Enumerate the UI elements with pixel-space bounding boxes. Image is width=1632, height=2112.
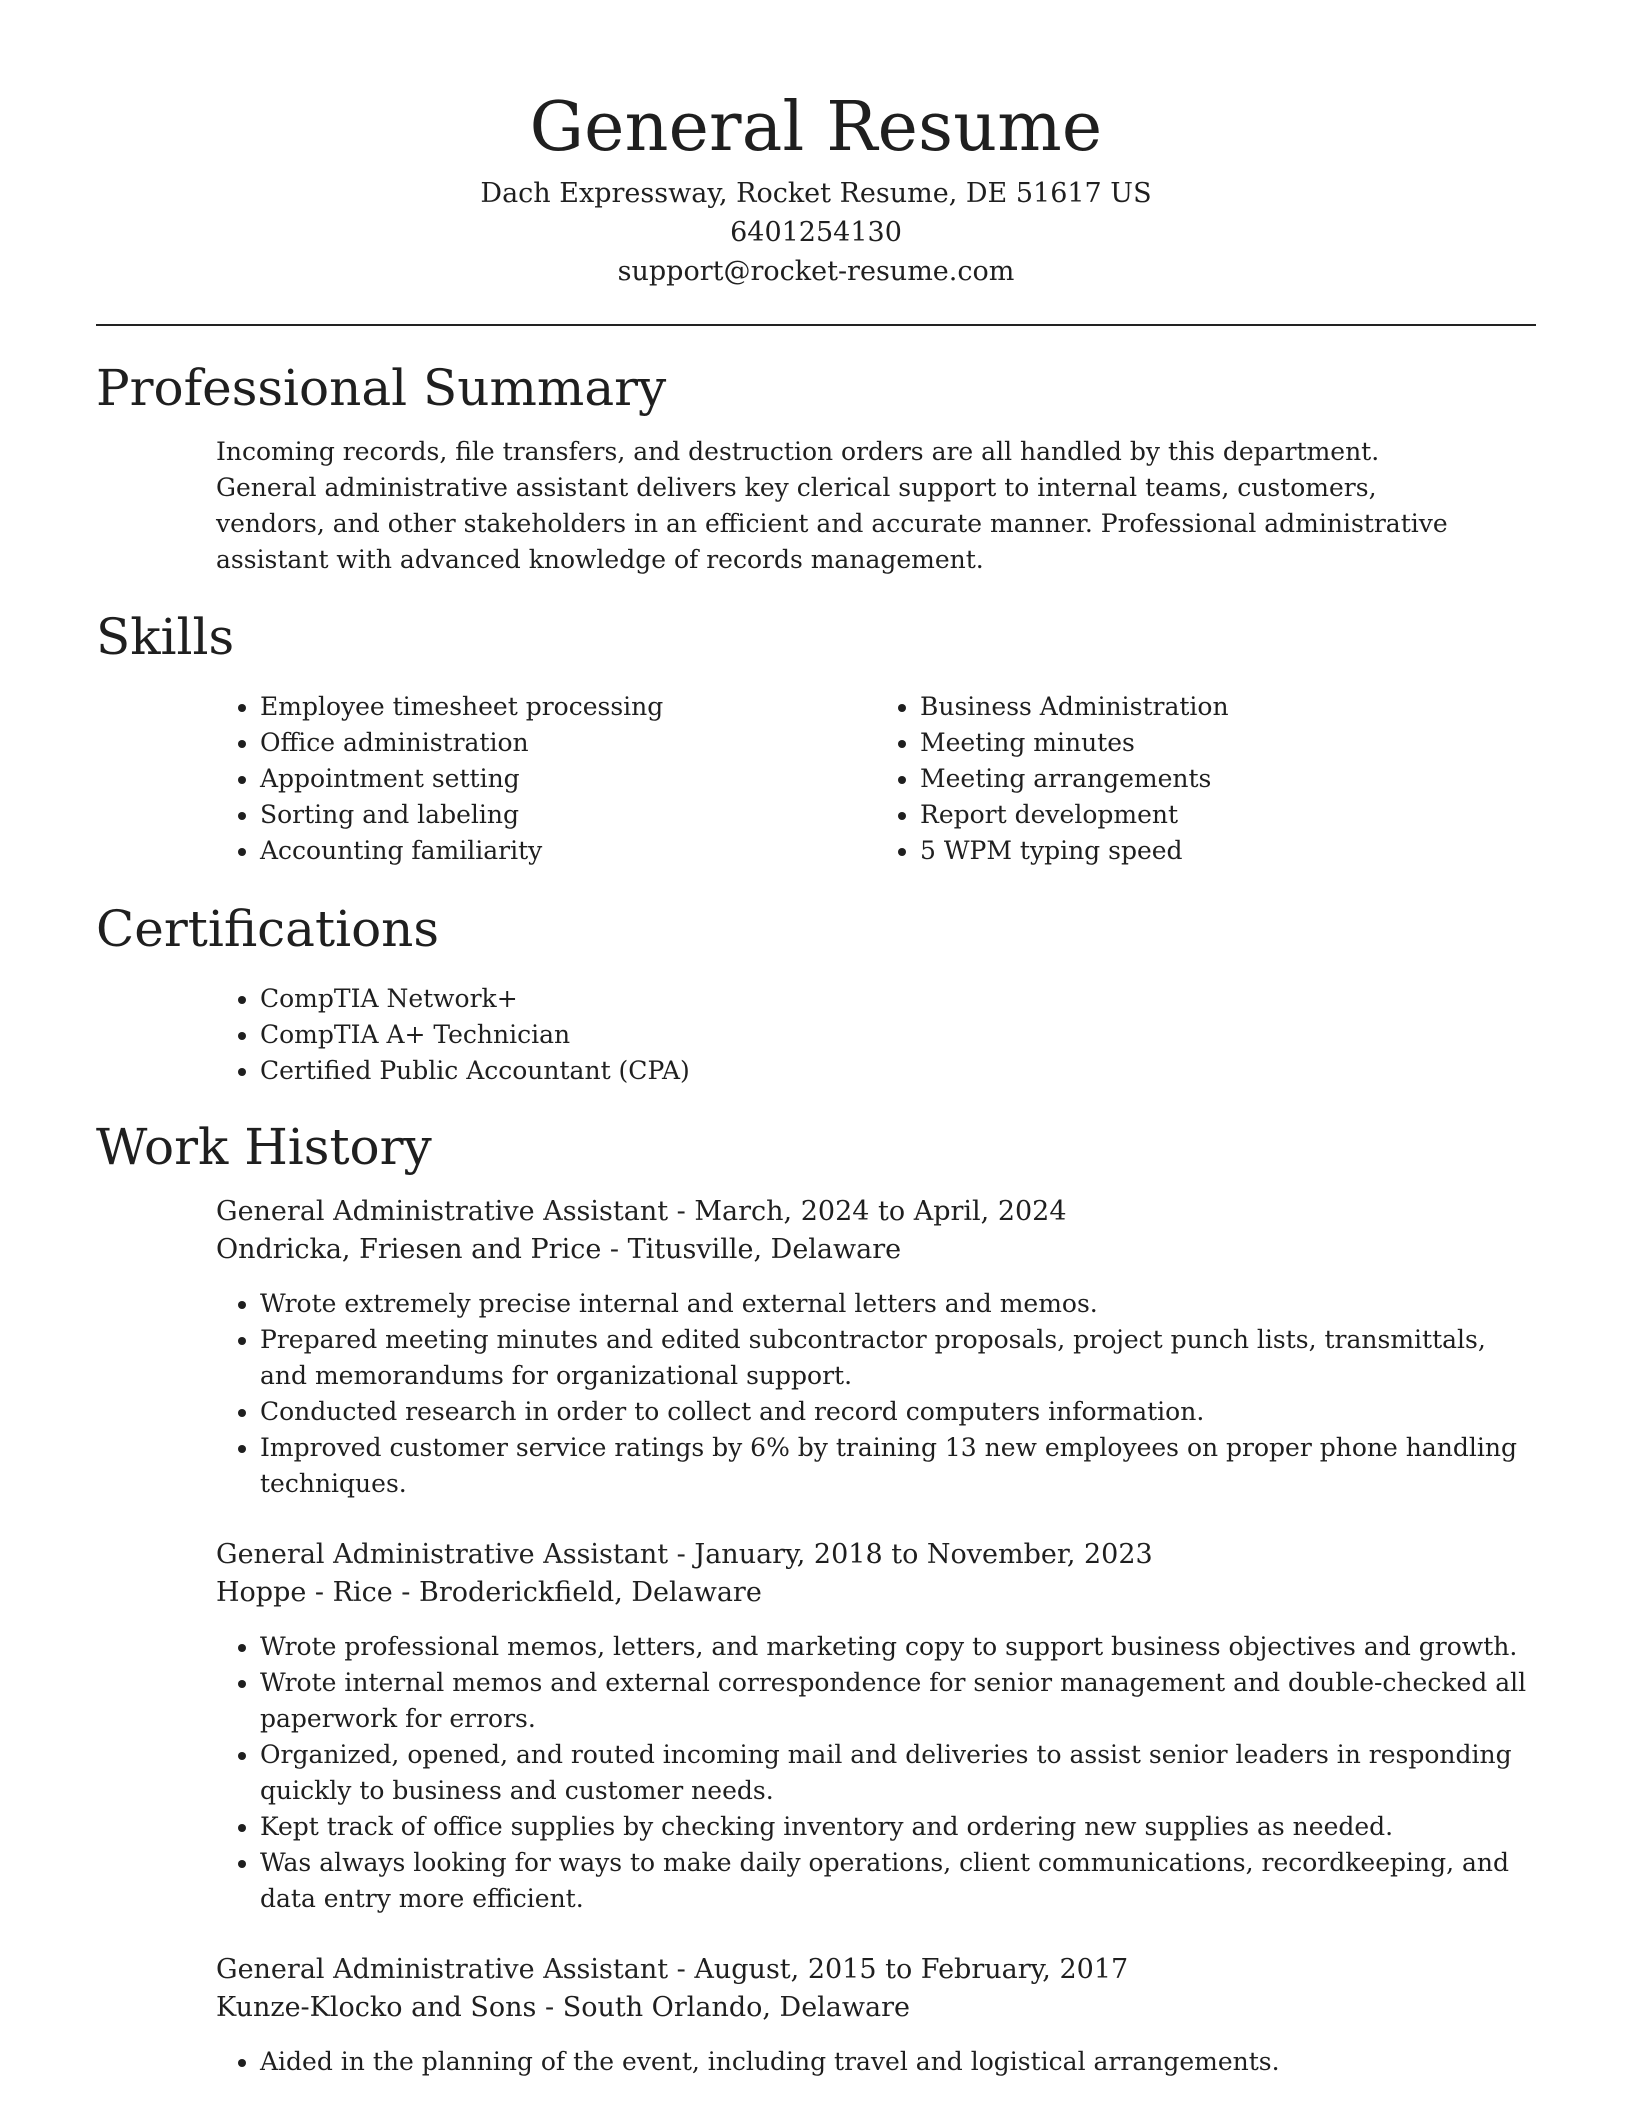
certifications-list [216, 981, 1536, 1089]
skill-item: • 5 WPM typing speed [920, 833, 1536, 869]
resume-name: General Resume [529, 88, 1103, 167]
separator: - [601, 1234, 628, 1265]
job-dates: March, 2024 to April, 2024 [694, 1196, 1067, 1227]
job-title: General Administrative Assistant [216, 1539, 669, 1570]
skill-item: • Report development [920, 797, 1536, 833]
certification-item: • CompTIA A+ Technician [260, 1017, 1536, 1053]
job-company-line [216, 1231, 1536, 1269]
email-address: support@rocket-resume.com [617, 256, 1015, 287]
duty-item: • Wrote professional memos, letters, and marketing copy to support business objectives and growth. [260, 1629, 1530, 1665]
professional-summary-text: Incoming records, file transfers, and destruction orders are all handled by this department. General administrative assistant delivers key clerical support to internal teams, customers, vendors, and other stakeholders in an efficient and accurate manner. Professional administrative assistant with advanced knowledge of records management. [216, 437, 1448, 574]
job-location: South Orlando, Delaware [562, 1992, 911, 2023]
separator: - [668, 1954, 695, 1985]
duty-item: • Organized, opened, and routed incoming mail and deliveries to assist senior leaders in responding quickly to business and customer needs. [260, 1737, 1530, 1809]
skills-left-column [216, 689, 876, 869]
job-duties-list [216, 2044, 1530, 2080]
skill-item: • Meeting arrangements [920, 761, 1536, 797]
separator: - [668, 1539, 695, 1570]
job-dates: January, 2018 to November, 2023 [694, 1539, 1153, 1570]
skills-heading: Skills [96, 608, 235, 666]
duty-item: • Prepared meeting minutes and edited subcontractor proposals, project punch lists, transmittals, and memorandums for organizational support. [260, 1322, 1530, 1394]
certification-item: • Certified Public Accountant (CPA) [260, 1053, 1536, 1089]
job-title-line [216, 1951, 1536, 1989]
skill-item: • Accounting familiarity [260, 833, 876, 869]
duty-item: • Improved customer service ratings by 6% by training 13 new employees on proper phone handling techniques. [260, 1430, 1530, 1502]
resume-header [96, 0, 1536, 291]
certifications-heading: Certifications [96, 900, 440, 958]
job-entry [216, 1536, 1536, 1917]
work-history-heading: Work History [96, 1118, 432, 1176]
job-location: Titusville, Delaware [627, 1234, 902, 1265]
professional-summary-heading: Professional Summary [96, 359, 667, 417]
skill-item: • Employee timesheet processing [260, 689, 876, 725]
skill-item: • Business Administration [920, 689, 1536, 725]
job-company-line [216, 1989, 1536, 2027]
job-company-line [216, 1574, 1536, 1612]
job-location: Broderickfield, Delaware [419, 1577, 762, 1608]
duty-item: • Conducted research in order to collect and record computers information. [260, 1394, 1530, 1430]
skill-item: • Office administration [260, 725, 876, 761]
company-name: Ondricka, Friesen and Price [216, 1234, 602, 1265]
duty-item: • Kept track of office supplies by checking inventory and ordering new supplies as needed. [260, 1809, 1530, 1845]
company-name: Kunze-Klocko and Sons [216, 1992, 537, 2023]
job-entry [216, 1951, 1536, 2080]
skills-grid [216, 689, 1536, 869]
phone-number: 6401254130 [730, 217, 902, 248]
duty-item: • Wrote internal memos and external correspondence for senior management and double-checked all paperwork for errors. [260, 1665, 1530, 1737]
company-name: Hoppe - Rice [216, 1577, 393, 1608]
duty-item: • Wrote extremely precise internal and external letters and memos. [260, 1286, 1530, 1322]
address: Dach Expressway, Rocket Resume, DE 51617 US [480, 178, 1152, 209]
skill-item: • Sorting and labeling [260, 797, 876, 833]
separator: - [668, 1196, 695, 1227]
job-title: General Administrative Assistant [216, 1196, 669, 1227]
job-title-line [216, 1536, 1536, 1574]
separator: - [392, 1577, 419, 1608]
separator: - [536, 1992, 563, 2023]
job-entry [216, 1193, 1536, 1502]
job-title-line [216, 1193, 1536, 1231]
duty-item: • Was always looking for ways to make daily operations, client communications, recordkeeping, and data entry more efficient. [260, 1845, 1530, 1917]
header-divider [96, 324, 1536, 326]
skill-item: • Appointment setting [260, 761, 876, 797]
job-title: General Administrative Assistant [216, 1954, 669, 1985]
skill-item: • Meeting minutes [920, 725, 1536, 761]
job-dates: August, 2015 to February, 2017 [694, 1954, 1129, 1985]
certification-item: • CompTIA Network+ [260, 981, 1536, 1017]
duty-item: • Aided in the planning of the event, including travel and logistical arrangements. [260, 2044, 1530, 2080]
job-duties-list [216, 1629, 1530, 1917]
job-duties-list [216, 1286, 1530, 1502]
resume-page [96, 0, 1536, 2080]
skills-right-column [876, 689, 1536, 869]
